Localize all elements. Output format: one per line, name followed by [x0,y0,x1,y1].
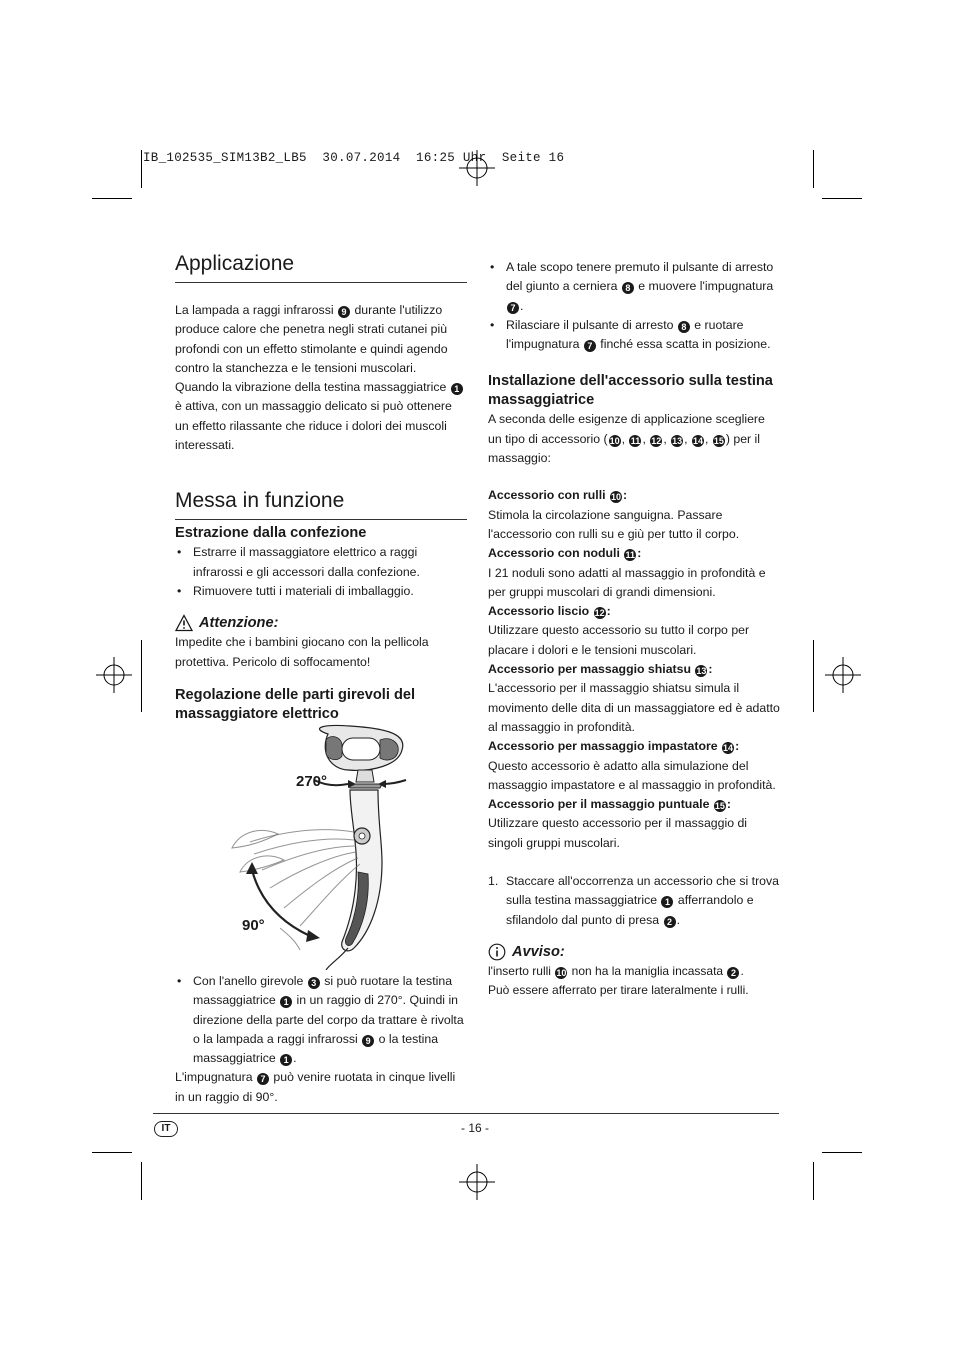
applicazione-paragraph-2 [175,378,467,455]
accessory-item [488,795,780,853]
text: Quando la vibrazione della testina massaggiatrice [175,380,447,395]
attenzione-heading [175,613,467,633]
text: o la testina massaggiatrice [193,1031,439,1066]
text: A tale scopo tenere premuto il pulsante di arresto del giunto a cerniera [506,260,774,294]
text: L'impugnatura [175,1070,253,1085]
ref-number-icon: 1 [280,996,292,1008]
ref-number-icon: 12 [594,608,605,619]
accessory-title: Accessorio con noduli 11 : [488,546,642,561]
crop-mark [92,198,132,199]
accessory-text: Utilizzare questo accessorio su tutto il corpo per placare i dolori e le tensioni muscolari. [488,623,750,657]
accessory-title: Accessorio con rulli 10 : [488,488,628,503]
text: si può ruotare la testina massaggiatrice [193,974,453,1008]
list-item: • Con l'anello girevole 3 si può ruotare la testina massaggiatrice 1 in un raggio di 270°. Quindi in direzione della parte del corpo da trattare è rivolta o la lampada a raggi infrarossi 9 o la testina massaggiatrice 1 . [175,972,467,1068]
list-item: • Rimuovere tutti i materiali di imballaggio. [175,582,467,601]
ref-number-icon: 13 [672,435,683,446]
footer-divider [153,1113,779,1114]
avviso-heading [488,942,780,962]
figure-label-90: 90° [242,917,265,934]
estrazione-list [175,543,467,601]
ref-number-icon: 12 [651,435,662,446]
accessory-title: Accessorio per massaggio shiatsu 13 : [488,662,713,677]
subsection-title-regolazione: Regolazione delle parti girevoli del massaggiatore elettrico [175,686,416,722]
accessory-title: Accessorio liscio 12 : [488,604,611,619]
ref-number-icon: 11 [625,550,636,561]
ref-number-icon: 9 [362,1035,374,1047]
subsection-title-installazione: Installazione dell'accessorio sulla testina massaggiatrice [488,373,773,409]
text: Staccare all'occorrenza un accessorio che si trova sulla testina massaggiatrice [506,874,780,908]
joint-list [488,258,780,354]
ref-number-icon: 2 [664,916,676,928]
accessory-item [488,486,780,544]
text: in un raggio di 270°. Quindi in direzione della parte del corpo da trattare è rivolta o la lampada a raggi infrarossi [193,993,464,1046]
crop-mark [813,150,814,188]
ref-number-icon: 14 [723,743,734,754]
impugnatura-paragraph [175,1068,467,1107]
crop-mark [92,1152,132,1153]
file-header-line: IB_102535_SIM13B2_LB5 30.07.2014 16:25 Uhr Seite 16 [143,151,565,165]
ref-number-icon: 7 [257,1073,269,1085]
attenzione-label: Attenzione: [199,615,279,632]
text: durante l'utilizzo produce calore che penetra negli strati cutanei più profondi con un effetto stimolante e quindi agendo contro la stanchezza e le tensioni muscolari. [175,303,448,375]
crop-mark [141,640,142,712]
list-item: • Estrarre il massaggiatore elettrico a raggi infrarossi e gli accessori dalla confezione. [175,543,467,582]
text: è attiva, con un massaggio delicato si può ottenere un effetto rilassante che riduce i dolori dei muscoli interessati. [175,399,452,453]
crop-mark [822,1152,862,1153]
figure-label-270: 270° [296,773,328,790]
accessory-text: Utilizzare questo accessorio per il massaggio di singoli gruppi muscolari. [488,816,748,850]
ref-number-icon: 1 [661,896,673,908]
accessory-list [488,486,780,853]
accessory-text: I 21 noduli sono adatti al massaggio in profondità e per gruppi muscolari di grandi dimensioni. [488,565,766,599]
list-item: • A tale scopo tenere premuto il pulsante di arresto del giunto a cerniera 8 e muovere l'impugnatura 7 . [488,258,780,316]
crop-mark [822,198,862,199]
info-icon [488,943,506,961]
ref-number-icon: 1 [280,1054,292,1066]
avviso-text: l'inserto rulli 10 non ha la maniglia incassata 2 . [488,963,744,978]
text: non ha la maniglia incassata [571,963,724,978]
text: ) per il massaggio: [488,431,761,466]
accessory-title: Accessorio per massaggio impastatore 14 : [488,739,740,754]
ref-number-icon: 2 [727,967,739,979]
massager-rotation-illustration [230,722,430,970]
installazione-text: A seconda delle esigenze di applicazione scegliere un tipo di accessorio ( 10 , 11 , 12 , 13 , 14 , 15 ) per il massaggio: [488,412,765,466]
avviso-label: Avviso: [512,943,565,960]
text: Accessorio con rulli [488,488,606,503]
ref-number-icon: 15 [713,435,724,446]
ref-number-icon: 7 [584,340,596,352]
ref-number-icon: 9 [338,306,350,318]
ref-number-icon: 8 [678,321,690,333]
ref-number-icon: 15 [714,801,725,812]
ref-number-icon: 11 [630,435,641,446]
accessory-text: L'accessorio per il massaggio shiatsu simula il movimento delle dita di un massaggiatore ed è adatto al massaggio in profondità. [488,681,780,734]
step-item: 1. Staccare all'occorrenza un accessorio che si trova sulla testina massaggiatrice 1 afferrandolo e sfilandolo dal punto di presa 2 . [488,874,780,927]
warning-triangle-icon [175,614,193,632]
ref-number-icon: 7 [507,302,519,314]
attenzione-text: Impedite che i bambini giocano con la pellicola protettiva. Pericolo di soffocamento! [175,635,429,669]
text: l'inserto rulli [488,963,551,978]
accessory-item [488,602,780,660]
text: Rilasciare il pulsante di arresto [506,317,674,332]
registration-mark-icon [96,657,132,693]
step-number: 1. [488,874,499,889]
registration-mark-icon [459,1164,495,1200]
applicazione-paragraph-1 [175,301,467,378]
text: può venire ruotata in cinque livelli in un raggio di 90°. [175,1070,456,1104]
text: Accessorio per massaggio impastatore [488,739,718,754]
ref-number-icon: 14 [692,435,703,446]
ref-number-icon: 13 [696,666,707,677]
text: La lampada a raggi infrarossi [175,303,334,317]
crop-mark [141,1162,142,1200]
accessory-text: Stimola la circolazione sanguigna. Passare l'accessorio con rulli su e giù per tutto il corpo. [488,507,740,541]
ref-number-icon: 8 [622,282,634,294]
left-column [175,250,467,724]
text: Accessorio con noduli [488,546,620,561]
left-column-bottom [175,972,467,1107]
section-title-messa-in-funzione: Messa in funzione [175,487,467,520]
text: e muovere l'impugnatura [638,279,774,294]
text: e ruotare l'impugnatura [506,317,744,352]
registration-mark-icon [459,150,495,186]
ref-number-icon: 10 [609,435,620,446]
page-number: - 16 - [460,1121,489,1135]
crop-mark [813,1162,814,1200]
ref-number-icon: 1 [451,383,463,395]
subsection-title-estrazione: Estrazione dalla confezione [175,525,367,542]
ref-number-icon: 10 [556,967,567,978]
ref-number-icon: 3 [308,977,320,989]
text: Accessorio liscio [488,604,590,619]
ref-number-icon: 10 [610,492,621,503]
crop-mark [813,640,814,712]
accessory-text: Questo accessorio è adatto alla simulazione del massaggio impastatore e al massaggio in profondità. [488,758,776,792]
text: A seconda delle esigenze di applicazione scegliere un tipo di accessorio ( [488,412,765,446]
accessory-title: Accessorio per il massaggio puntuale 15 : [488,797,731,812]
right-column [488,258,780,1001]
text: Accessorio per il massaggio puntuale [488,797,710,812]
text: finché essa scatta in posizione. [600,337,771,352]
section-title-applicazione: Applicazione [175,250,467,283]
list-item [488,316,780,355]
accessory-item [488,544,780,602]
accessory-item [488,737,780,795]
text: Con l'anello girevole [193,974,304,988]
text: Accessorio per massaggio shiatsu [488,662,691,677]
avviso-text-2: Può essere afferrato per tirare lateralmente i rulli. [488,983,749,998]
crop-mark [141,150,142,188]
registration-mark-icon [825,657,861,693]
text: afferrandolo e sfilandolo dal punto di presa [506,893,754,927]
language-badge: IT [154,1121,178,1137]
accessory-item [488,660,780,737]
rotation-list [175,972,467,1068]
